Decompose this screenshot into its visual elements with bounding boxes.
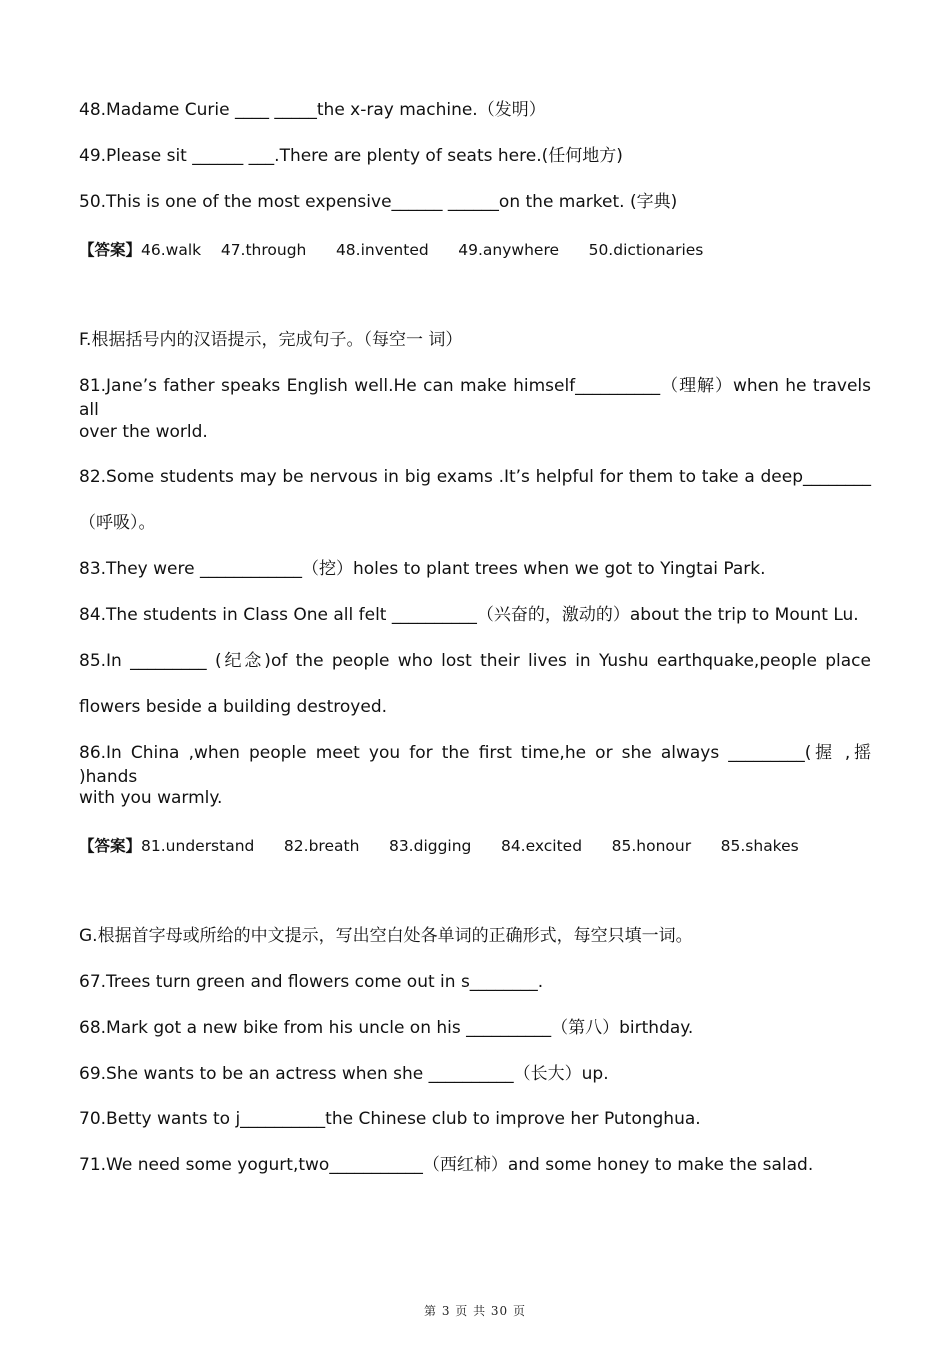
question-85-line1: 85.In _________ (纪念)of the people who lost their lives in Yushu earthquake,people place xyxy=(79,651,871,671)
question-82-line1: 82.Some students may be nervous in big exams .It’s helpful for them to take a deep________ xyxy=(79,467,871,487)
question-69: 69.She wants to be an actress when she __________（长大）up. xyxy=(79,1064,609,1084)
question-81-line1: 81.Jane’s father speaks English well.He can make himself__________（理解）when he travels all xyxy=(79,376,871,420)
question-70: 70.Betty wants to j__________the Chinese club to improve her Putonghua. xyxy=(79,1109,701,1129)
question-81-line2: over the world. xyxy=(79,422,208,442)
question-82-line2: （呼吸）。 xyxy=(79,513,156,533)
question-85-line2: flowers beside a building destroyed. xyxy=(79,697,388,717)
answer-block-f xyxy=(79,834,871,858)
answer-text: 81.understand 82.breath 83.digging 84.excited 85.honour 85.shakes xyxy=(141,837,799,855)
question-86-line1: 86.In China ,when people meet you for the first time,he or she always _________(握 ,摇 )hands xyxy=(79,743,871,787)
question-67: 67.Trees turn green and flowers come out in s________. xyxy=(79,972,544,992)
answer-text: 46.walk 47.through 48.invented 49.anywhere 50.dictionaries xyxy=(141,241,704,259)
answer-tag: 【答案】 xyxy=(79,837,142,855)
question-71: 71.We need some yogurt,two___________（西红柿）and some honey to make the salad. xyxy=(79,1155,814,1175)
answer-block-e xyxy=(79,238,871,262)
question-48: 48.Madame Curie ____ _____the x-ray machine.（发明） xyxy=(79,100,546,120)
question-86-line2: with you warmly. xyxy=(79,788,223,808)
question-84: 84.The students in Class One all felt __________（兴奋的，激动的）about the trip to Mount Lu. xyxy=(79,605,859,625)
answer-tag: 【答案】 xyxy=(79,241,142,259)
question-50: 50.This is one of the most expensive______ ______on the market. (字典) xyxy=(79,192,678,212)
section-f-heading: F.根据括号内的汉语提示，完成句子。（每空一 词） xyxy=(79,330,463,350)
page-footer: 第 3 页 共 30 页 xyxy=(424,1304,526,1318)
question-68: 68.Mark got a new bike from his uncle on his __________（第八）birthday. xyxy=(79,1018,694,1038)
question-83: 83.They were ____________（挖）holes to plant trees when we got to Yingtai Park. xyxy=(79,559,766,579)
section-g-heading: G.根据首字母或所给的中文提示，写出空白处各单词的正确形式，每空只填一词。 xyxy=(79,926,693,946)
question-49: 49.Please sit ______ ___.There are plenty of seats here.(任何地方) xyxy=(79,146,623,166)
